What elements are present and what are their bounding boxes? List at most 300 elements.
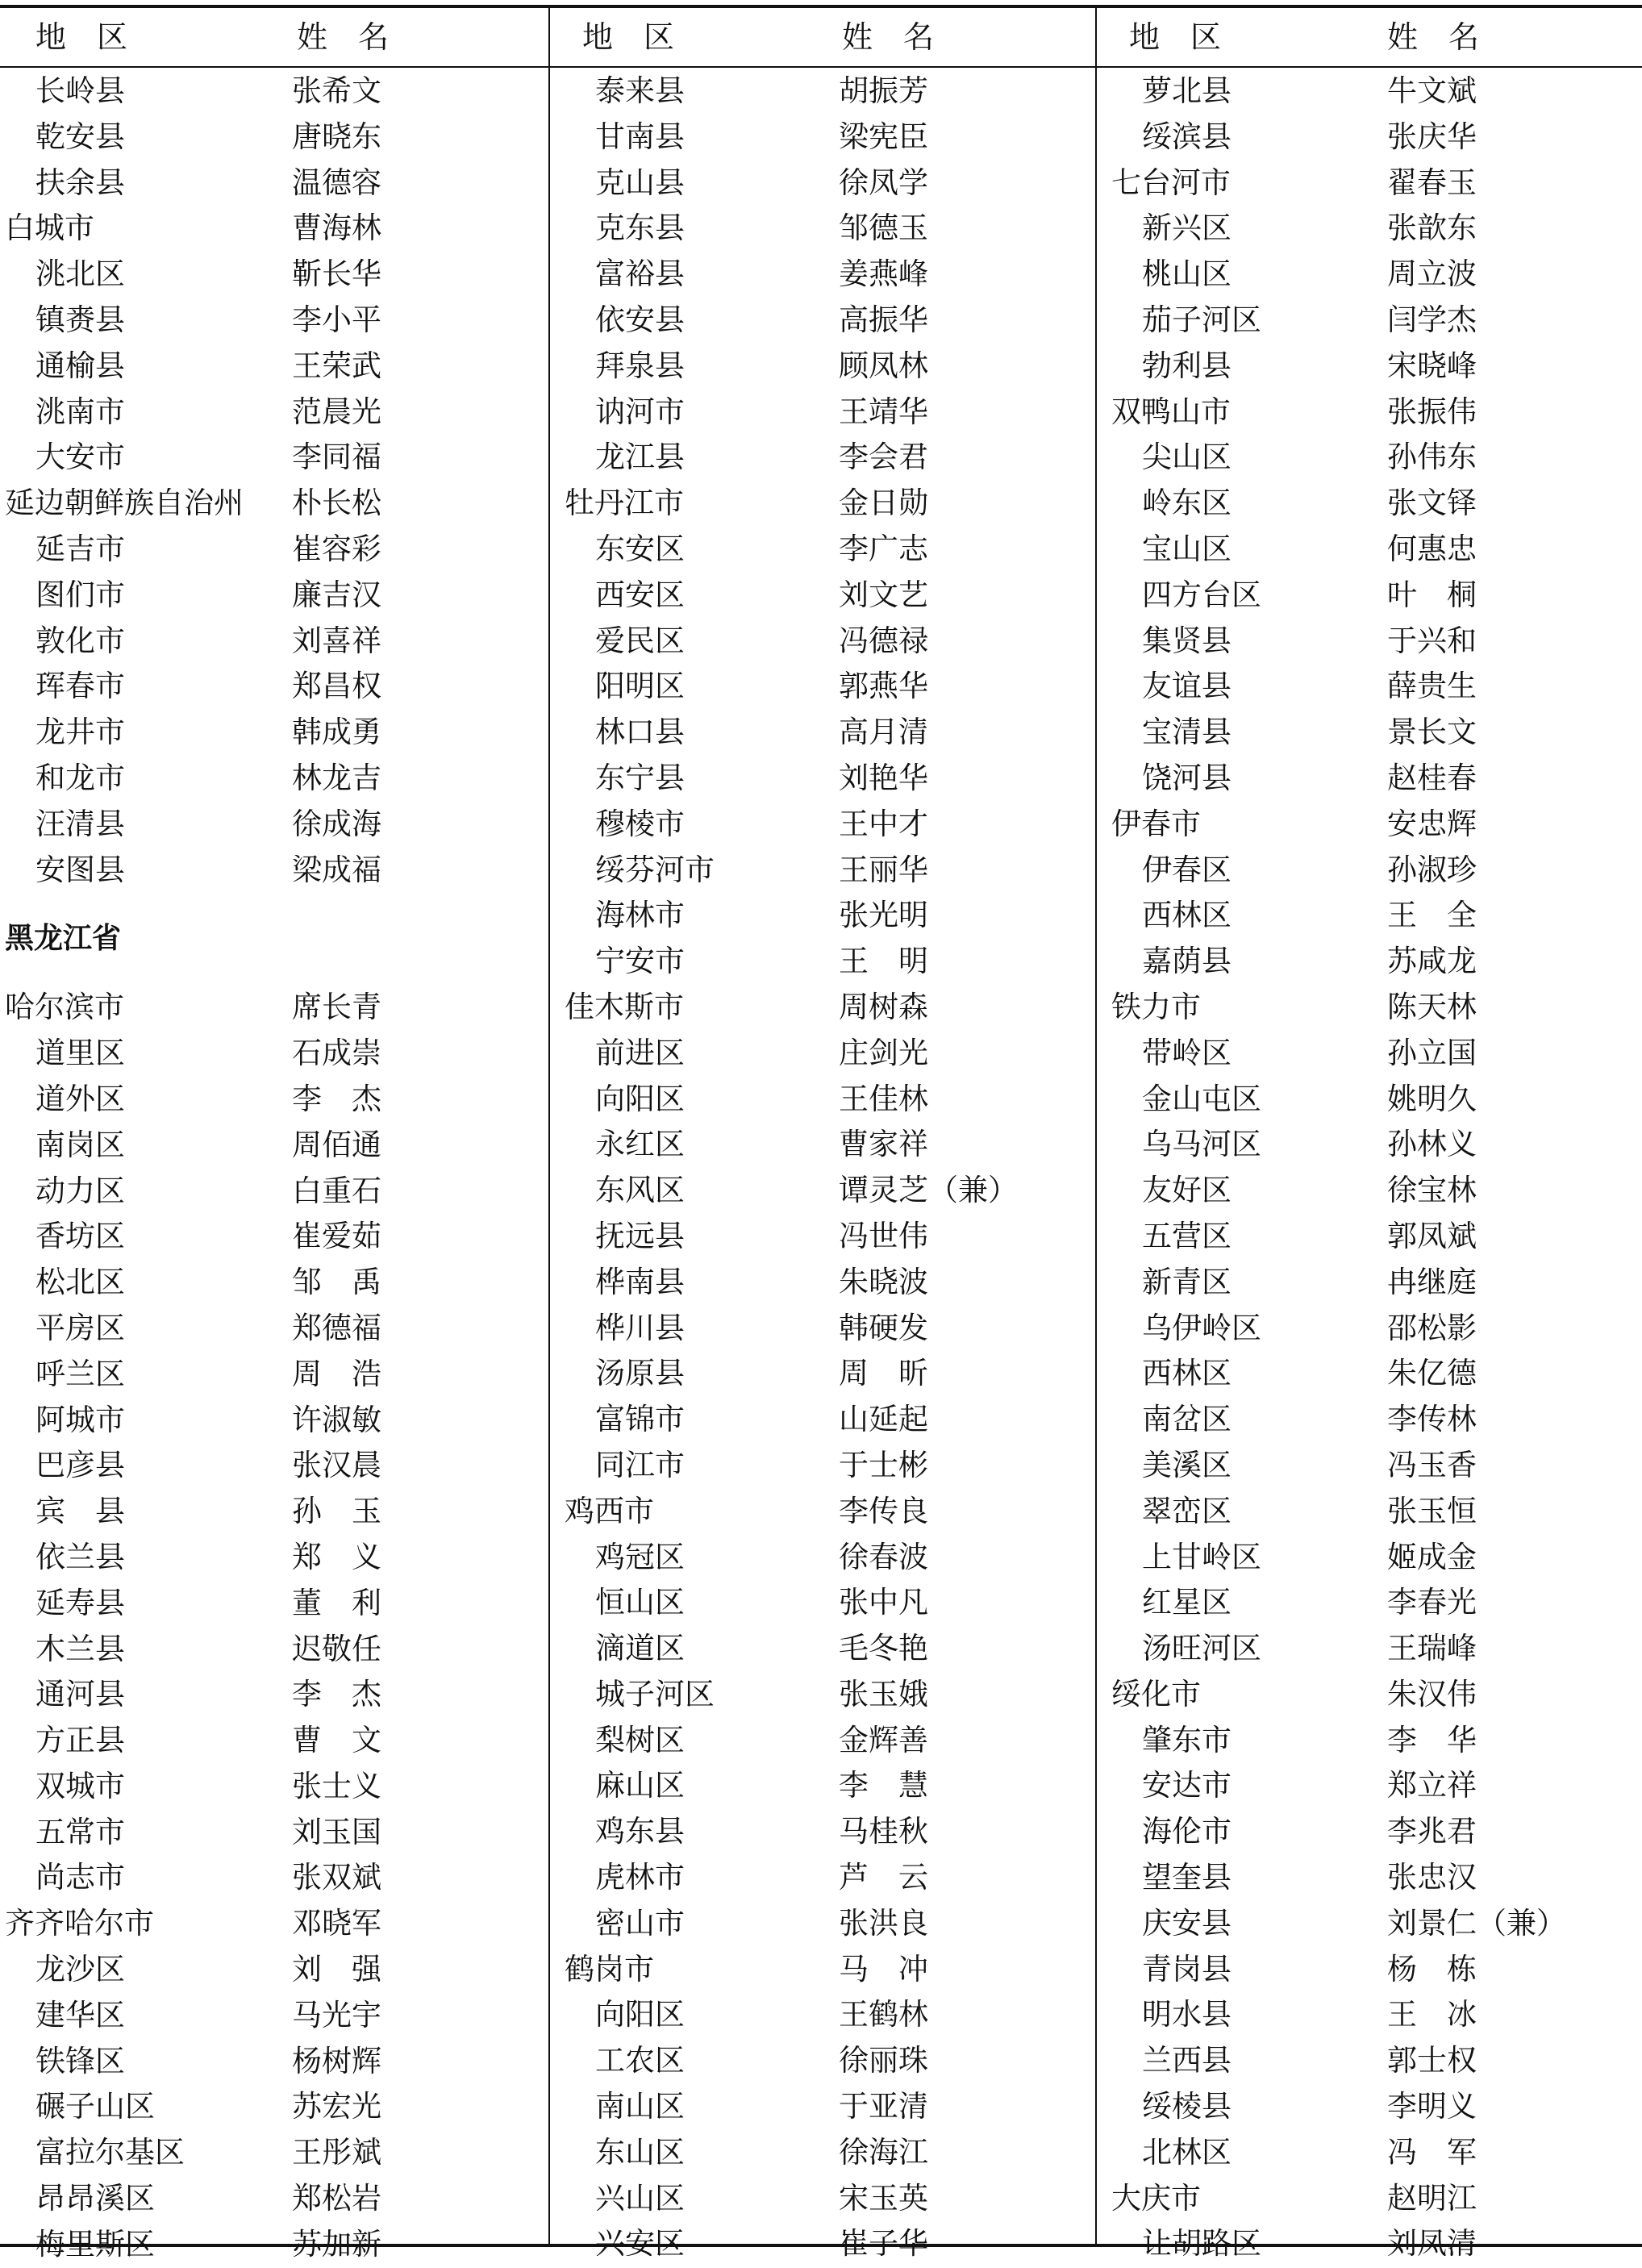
region-cell: 讷河市 [595,394,685,429]
name-cell: 李兆君 [1387,1814,1477,1849]
table-row [550,161,1097,206]
region-cell: 尚志市 [35,1860,125,1895]
name-cell: 曹家祥 [839,1127,928,1162]
name-cell: 李 华 [1387,1722,1477,1757]
table-row [550,2084,1097,2130]
name-cell: 迟敬任 [292,1631,381,1666]
name-cell: 山延起 [839,1402,928,1437]
name-cell: 谭灵芝（兼） [839,1173,1018,1208]
region-cell: 双鸭山市 [1111,394,1231,429]
region-cell: 海伦市 [1142,1814,1232,1849]
table-row [1097,206,1642,252]
region-cell: 乌马河区 [1142,1127,1261,1162]
name-cell: 王 冰 [1387,1997,1477,2032]
region-cell: 平房区 [35,1310,125,1345]
region-cell: 兰西县 [1142,2043,1232,2078]
table-row [1097,756,1642,802]
name-cell: 苏咸龙 [1387,944,1477,979]
table-row [1097,2130,1642,2176]
table-row [1097,1947,1642,1993]
name-cell: 李 慧 [839,1768,928,1803]
table-row [0,1810,547,1856]
region-cell: 带岭区 [1142,1035,1232,1070]
name-cell: 苏加新 [292,2226,381,2262]
name-cell: 宋玉英 [839,2180,928,2216]
region-cell: 汪清县 [35,806,125,841]
table-row [0,1077,547,1123]
name-cell: 苏宏光 [292,2089,381,2124]
region-cell: 安图县 [35,852,125,887]
region-cell: 泰来县 [595,73,685,108]
region-cell: 牡丹江市 [565,486,684,521]
region-cell: 依兰县 [35,1539,125,1574]
name-cell: 韩成勇 [292,715,381,750]
name-cell: 王鹤林 [839,1997,928,2032]
region-cell: 延边朝鲜族自治州 [5,486,244,521]
table-row [1097,939,1642,985]
table-row [550,1260,1097,1306]
table-row [550,1214,1097,1260]
table-row [1097,390,1642,436]
region-cell: 宾 县 [35,1494,125,1529]
table-column [1097,0,1642,2262]
name-cell: 王中才 [839,806,928,841]
table-row [1097,1077,1642,1123]
table-row [1097,435,1642,481]
name-cell: 徐丽珠 [839,2043,928,2078]
name-cell: 邹 禹 [292,1265,381,1300]
region-cell: 乾安县 [35,119,125,154]
region-cell: 南岔区 [1142,1402,1232,1437]
table-row [550,1443,1097,1489]
table-row [1097,1214,1642,1260]
table-row [0,2084,547,2130]
region-cell: 宁安市 [595,944,685,979]
region-cell: 东山区 [595,2134,685,2170]
table-row [1097,1489,1642,1535]
table-row [1097,1260,1642,1306]
region-cell: 敦化市 [35,623,125,658]
region-cell: 滴道区 [595,1631,685,1666]
table-row [1097,619,1642,665]
table-row [0,344,547,390]
region-cell: 昂昂溪区 [35,2181,155,2216]
name-cell: 何惠忠 [1387,531,1477,566]
name-cell: 王靖华 [839,394,928,429]
table-row [550,1672,1097,1718]
region-cell: 勃利县 [1142,348,1232,383]
name-cell: 郑松岩 [292,2181,381,2216]
region-cell: 通河县 [35,1677,125,1712]
table-row [0,1627,547,1673]
region-cell: 林口县 [595,715,685,750]
region-cell: 松北区 [35,1265,125,1300]
table-row [550,1901,1097,1947]
table-row [550,1306,1097,1352]
region-cell: 依安县 [595,302,685,337]
table-body [550,69,1097,2267]
region-cell: 克东县 [595,211,685,246]
region-cell: 长岭县 [35,73,125,108]
table-row [0,481,547,527]
name-cell: 冯玉香 [1387,1447,1477,1482]
region-cell: 肇东市 [1142,1722,1232,1757]
region-cell: 尖山区 [1142,440,1232,475]
name-cell: 崔爱茹 [292,1219,381,1254]
name-cell: 徐春波 [839,1539,928,1574]
table-body [1097,69,1642,2267]
name-cell: 刘玉国 [292,1814,381,1849]
region-cell: 集贤县 [1142,623,1232,658]
table-row [550,1351,1097,1397]
table-row [550,2038,1097,2084]
region-cell: 道外区 [35,1081,125,1116]
province-heading: 黑龙江省 [5,922,122,956]
table-row [550,1855,1097,1901]
region-cell: 密山市 [595,1905,685,1941]
table-row [1097,1306,1642,1352]
region-cell: 上甘岭区 [1142,1539,1261,1574]
name-cell: 张玉恒 [1387,1493,1477,1528]
name-cell: 靳长华 [292,256,381,292]
table-row [1097,1718,1642,1764]
region-cell: 宝清县 [1142,715,1232,750]
table-row [0,1352,547,1398]
name-cell: 冯德禄 [839,623,928,658]
region-cell: 饶河县 [1142,760,1232,795]
region-cell: 让胡路区 [1142,2226,1261,2262]
table-row [0,1901,547,1947]
region-cell: 鸡冠区 [595,1539,685,1574]
table-row [550,985,1097,1031]
table-row [1097,1626,1642,1672]
name-cell: 周 昕 [839,1356,928,1391]
name-cell: 王丽华 [839,852,928,887]
name-cell: 刘喜祥 [292,623,381,658]
table-row [1097,1809,1642,1855]
table-row [1097,252,1642,298]
name-cell: 周 浩 [292,1356,381,1391]
name-cell: 姬成金 [1387,1539,1477,1574]
region-cell: 绥滨县 [1142,119,1232,154]
name-cell: 金辉善 [839,1722,928,1757]
table-row [0,1306,547,1352]
region-cell: 青岗县 [1142,1951,1232,1987]
table-row [550,1626,1097,1672]
table-row [0,1581,547,1627]
table-row [1097,573,1642,619]
table-body [0,69,547,2268]
name-cell: 邓晓军 [292,1906,381,1941]
table-row [550,252,1097,298]
region-cell: 恒山区 [595,1585,685,1620]
name-cell: 韩硬发 [839,1310,928,1345]
name-cell: 王荣武 [292,348,381,383]
region-cell: 白城市 [5,211,94,246]
region-cell: 爱民区 [595,623,685,658]
name-cell: 于亚清 [839,2089,928,2124]
table-row [550,1718,1097,1764]
table-row [0,1672,547,1718]
table-row [0,1764,547,1810]
name-cell: 张中凡 [839,1585,928,1620]
region-cell: 东风区 [595,1173,685,1208]
region-cell: 东宁县 [595,760,685,795]
table-row [0,69,547,115]
name-cell: 叶 桐 [1387,577,1477,612]
name-cell: 刘文艺 [839,577,928,612]
region-header: 地 区 [1129,19,1222,55]
table-row [1097,1443,1642,1489]
name-cell: 周树森 [839,989,928,1024]
region-cell: 通榆县 [35,348,125,383]
name-cell: 张文铎 [1387,486,1477,521]
name-cell: 李广志 [839,531,928,566]
region-cell: 铁力市 [1111,989,1201,1024]
table-row [550,2221,1097,2267]
table-row [550,848,1097,894]
region-cell: 穆棱市 [595,806,685,841]
table-row [0,1718,547,1764]
region-cell: 富拉尔基区 [35,2135,185,2170]
table-row [550,206,1097,252]
name-cell: 崔子华 [839,2226,928,2262]
table-row [1097,115,1642,161]
region-cell: 克山县 [595,165,685,200]
table-row [0,1398,547,1444]
region-cell: 伊春区 [1142,852,1232,887]
table-row [550,573,1097,619]
table-row [550,1031,1097,1077]
region-cell: 新青区 [1142,1264,1232,1299]
region-cell: 向阳区 [595,1081,685,1116]
table-row [550,1992,1097,2038]
region-cell: 图们市 [35,577,125,612]
region-cell: 延寿县 [35,1585,125,1620]
name-cell: 郭士权 [1387,2043,1477,2078]
name-cell: 王 全 [1387,898,1477,933]
name-cell: 席长青 [292,990,381,1025]
table-row [0,298,547,344]
table-row [0,848,547,894]
name-cell: 郑昌权 [292,669,381,704]
table-row [0,1260,547,1306]
table-row [1097,1763,1642,1809]
region-cell: 西安区 [595,577,685,612]
name-cell: 石成崇 [292,1036,381,1071]
table-row [0,2222,547,2268]
region-cell: 伊春市 [1111,806,1201,841]
table-row [550,390,1097,436]
name-cell: 徐成海 [292,806,381,841]
region-cell: 同江市 [595,1447,685,1482]
region-cell: 嘉荫县 [1142,944,1232,979]
name-cell: 董 利 [292,1585,381,1620]
region-cell: 和龙市 [35,760,125,795]
table-row [1097,1672,1642,1718]
name-cell: 朴长松 [292,486,381,521]
region-cell: 五常市 [35,1814,125,1849]
name-cell: 李同福 [292,440,381,475]
name-cell: 李会君 [839,440,928,475]
table-row [1097,1855,1642,1901]
table-row [550,2130,1097,2176]
region-cell: 阳明区 [595,669,685,704]
name-cell: 王佳林 [839,1081,928,1116]
name-cell: 王 明 [839,944,928,979]
region-cell: 哈尔滨市 [5,990,124,1025]
table-row [0,206,547,252]
name-cell: 刘凤清 [1387,2226,1477,2262]
table-row [1097,298,1642,344]
region-cell: 拜泉县 [595,348,685,383]
table-row [1097,1580,1642,1626]
name-cell: 赵桂春 [1387,760,1477,795]
region-cell: 呼兰区 [35,1356,125,1391]
name-cell: 李传林 [1387,1402,1477,1437]
name-cell: 冯世伟 [839,1218,928,1253]
region-cell: 城子河区 [595,1676,715,1711]
table-row [1097,344,1642,390]
region-header: 地 区 [35,19,128,55]
table-row [0,710,547,756]
region-cell: 红星区 [1142,1585,1232,1620]
region-cell: 西林区 [1142,898,1232,933]
name-cell: 李 杰 [292,1081,381,1116]
table-row [1097,69,1642,115]
region-cell: 汤原县 [595,1356,685,1391]
name-cell: 张庆华 [1387,119,1477,154]
table-row [0,1169,547,1215]
region-cell: 建华区 [35,1997,125,2032]
table-row [1097,481,1642,527]
region-cell: 绥棱县 [1142,2089,1232,2124]
region-cell: 龙江县 [595,440,685,475]
table-row [1097,710,1642,756]
table-row [0,1947,547,1993]
region-cell: 铁锋区 [35,2043,125,2078]
table-row [1097,1992,1642,2038]
table-row [550,893,1097,939]
table-row [550,664,1097,710]
table-row [550,1535,1097,1581]
table-column [0,0,547,2262]
region-cell: 抚远县 [595,1218,685,1253]
table-row [550,939,1097,985]
name-cell: 安忠辉 [1387,806,1477,841]
name-cell: 徐宝林 [1387,1173,1477,1208]
table-row [1097,1397,1642,1443]
table-row [0,1214,547,1260]
region-cell: 汤旺河区 [1142,1631,1261,1666]
name-cell: 曹 文 [292,1723,381,1758]
region-cell: 方正县 [35,1723,125,1758]
table-row [0,2176,547,2222]
region-cell: 阿城市 [35,1402,125,1437]
table-row [1097,161,1642,206]
region-cell: 友谊县 [1142,669,1232,704]
region-cell: 庆安县 [1142,1905,1232,1941]
name-cell: 周立波 [1387,256,1477,292]
region-cell: 南岗区 [35,1127,125,1162]
name-cell: 朱亿德 [1387,1356,1477,1391]
table-row [0,573,547,619]
table-row [1097,1901,1642,1947]
table-column [550,0,1097,2262]
region-cell: 前进区 [595,1035,685,1070]
table-row [550,481,1097,527]
region-cell: 齐齐哈尔市 [5,1906,154,1941]
table-row [550,619,1097,665]
region-cell: 乌伊岭区 [1142,1310,1261,1345]
table-row [0,390,547,436]
region-cell: 虎林市 [595,1860,685,1895]
table-row [0,1993,547,2039]
region-cell: 望奎县 [1142,1860,1232,1895]
region-cell: 新兴区 [1142,211,1232,246]
region-cell: 富裕县 [595,256,685,292]
table-row [1097,985,1642,1031]
table-row [1097,1122,1642,1168]
table-row [1097,2038,1642,2084]
name-cell: 徐海江 [839,2134,928,2170]
table-row [0,619,547,665]
region-cell: 茄子河区 [1142,302,1261,337]
region-cell: 兴山区 [595,2180,685,2216]
name-cell: 李传良 [839,1493,928,1528]
name-cell: 芦 云 [839,1860,928,1895]
name-cell: 张忠汉 [1387,1860,1477,1895]
name-cell: 高月清 [839,715,928,750]
name-cell: 徐凤学 [839,165,928,200]
region-cell: 南山区 [595,2089,685,2124]
region-cell: 双城市 [35,1768,125,1803]
name-cell: 宋晓峰 [1387,348,1477,383]
region-cell: 梅里斯区 [35,2226,155,2262]
name-header: 姓 名 [1387,19,1480,55]
region-cell: 巴彦县 [35,1448,125,1483]
table-row [1097,1168,1642,1214]
region-cell: 香坊区 [35,1219,125,1254]
table-row [550,344,1097,390]
region-cell: 永红区 [595,1127,685,1162]
table-row [0,1855,547,1901]
table-row [550,1580,1097,1626]
name-cell: 金日勋 [839,486,928,521]
region-cell: 鸡西市 [565,1493,654,1528]
name-cell: 李明义 [1387,2089,1477,2124]
table-row [550,1947,1097,1993]
name-cell: 姜燕峰 [839,256,928,292]
name-cell: 闫学杰 [1387,302,1477,337]
name-cell: 白重石 [292,1173,381,1208]
table-row [550,527,1097,573]
name-cell: 翟春玉 [1387,165,1477,200]
region-cell: 美溪区 [1142,1447,1232,1482]
region-cell: 碾子山区 [35,2089,155,2124]
region-cell: 富锦市 [595,1402,685,1437]
name-cell: 高振华 [839,302,928,337]
region-cell: 动力区 [35,1173,125,1208]
region-cell: 海林市 [595,898,685,933]
table-row [550,1397,1097,1443]
name-cell: 孙淑珍 [1387,852,1477,887]
table-row [550,1809,1097,1855]
region-cell: 延吉市 [35,531,125,566]
name-cell: 孙立国 [1387,1035,1477,1070]
name-cell: 许淑敏 [292,1402,381,1437]
table-row [0,252,547,298]
